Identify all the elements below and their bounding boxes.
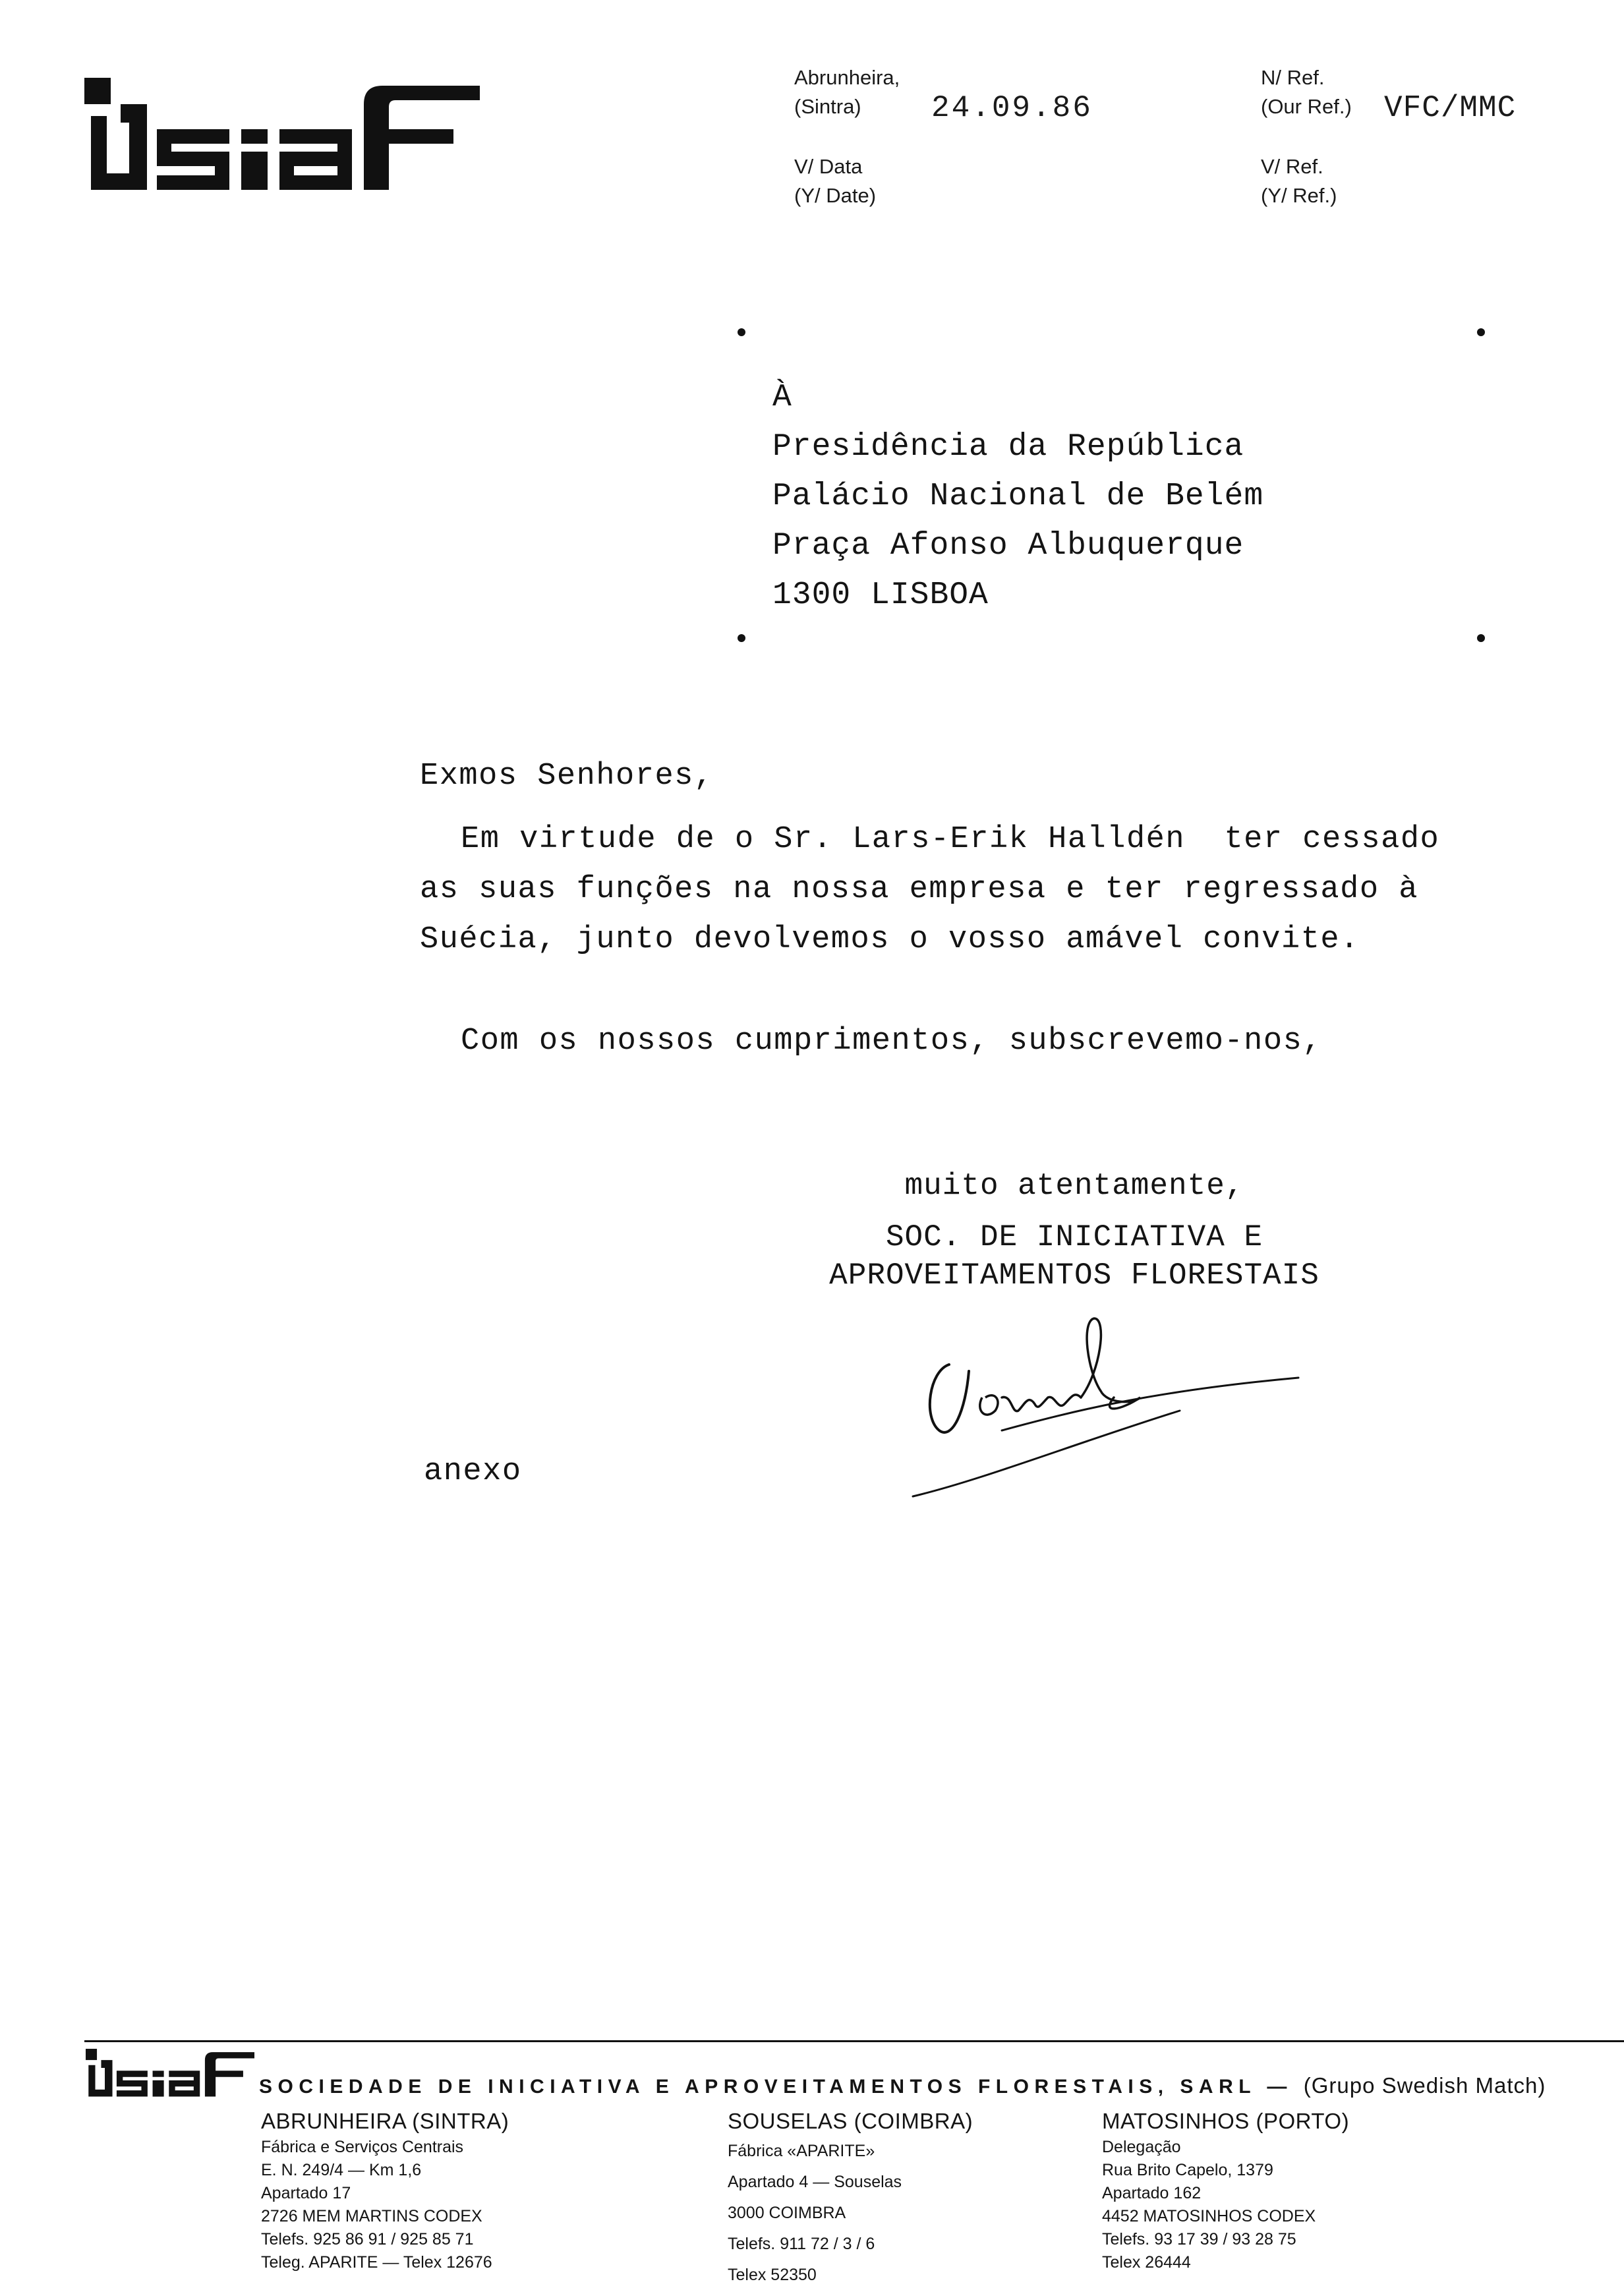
body-paragraph-1: Em virtude de o Sr. Lars-Erik Halldén ter cessado as suas funções na nossa empresa e ter regressado à Suécia, junto devolvemos o vosso amável convite. [420, 822, 1440, 957]
our-ref-label: N/ Ref. (Our Ref.) [1261, 66, 1352, 118]
window-mark-top-right [1477, 328, 1485, 336]
salutation: Exmos Senhores, [420, 759, 714, 794]
body-paragraph-2: Com os nossos cumprimentos, subscrevemo-nos, [461, 1024, 1323, 1059]
footer-group: (Grupo Swedish Match) [1303, 2073, 1546, 2098]
footer-company-name: SOCIEDADE DE INICIATIVA E APROVEITAMENTOS FLORESTAIS, SARL — (Grupo Swedish Match) [259, 2073, 1546, 2098]
recipient-address: À Presidência da República Palácio Nacional de Belém Praça Afonso Albuquerque 1300 LISBOA [772, 380, 1264, 613]
window-mark-bottom-left [738, 634, 745, 642]
footer-col-souselas: SOUSELAS (COIMBRA) Fábrica «APARITE» Apartado 4 — Souselas 3000 COIMBRA Telefs. 911 72 / 3 / 6 Telex 52350 [728, 2109, 973, 2284]
window-mark-bottom-right [1477, 634, 1485, 642]
handwritten-signature [903, 1305, 1318, 1510]
closing-block: muito atentamente, SOC. DE INICIATIVA E APROVEITAMENTOS FLORESTAIS [829, 1169, 1320, 1293]
footer-col-matosinhos: MATOSINHOS (PORTO) Delegação Rua Brito Capelo, 1379 Apartado 162 4452 MATOSINHOS CODEX Telefs. 93 17 39 / 93 28 75 Telex 26444 [1102, 2109, 1350, 2272]
footer-siaf-logo [86, 2049, 254, 2099]
place-label: Abrunheira, (Sintra) [794, 66, 900, 118]
your-date-label: V/ Data (Y/ Date) [794, 155, 877, 207]
our-ref-value: VFC/MMC [1384, 91, 1517, 125]
letter-date: 24.09.86 [931, 91, 1093, 125]
window-mark-top-left [738, 328, 745, 336]
footer-rule [84, 2040, 1624, 2042]
your-ref-label: V/ Ref. (Y/ Ref.) [1261, 155, 1337, 207]
siaf-logo [84, 78, 480, 195]
footer-col-abrunheira: ABRUNHEIRA (SINTRA) Fábrica e Serviços Centrais E. N. 249/4 — Km 1,6 Apartado 17 2726 MEM MARTINS CODEX Telefs. 925 86 91 / 925 85 71 Teleg. APARITE — Telex 12676 [261, 2109, 509, 2272]
enclosure-note: anexo [424, 1454, 522, 1489]
